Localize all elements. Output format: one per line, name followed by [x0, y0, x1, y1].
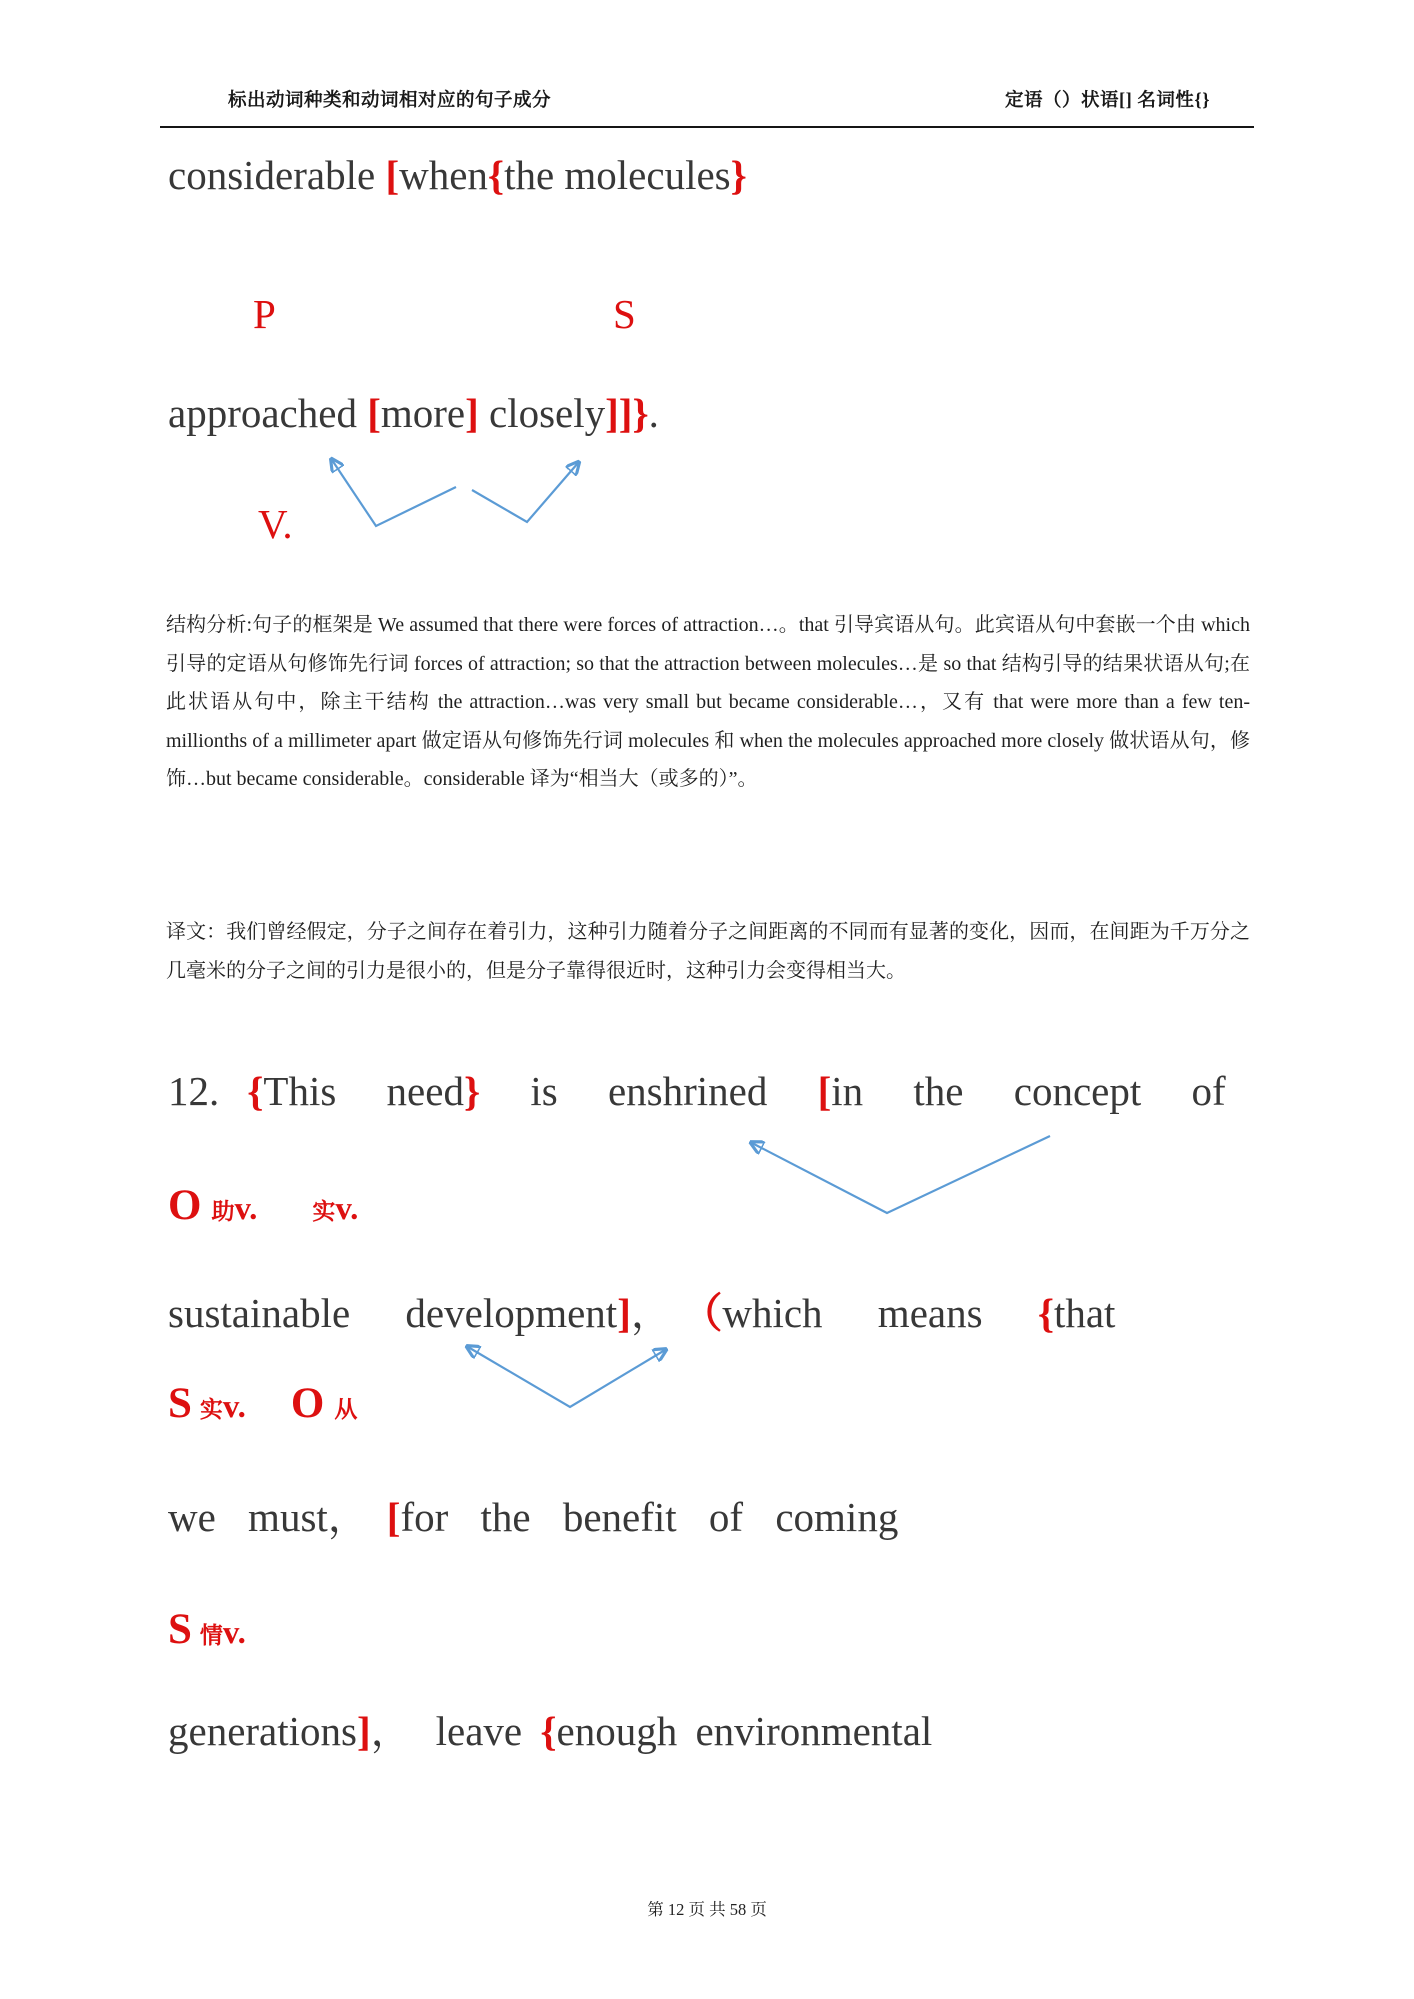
text-segment: ] — [356, 1708, 371, 1754]
text-segment: 从 — [334, 1397, 358, 1422]
sentence12-line3 — [168, 1494, 898, 1541]
header-legend: 定语（）状语[] 名词性{} — [1004, 91, 1210, 111]
label-predicate-p: P — [253, 291, 276, 337]
arrow-to-enshrined — [752, 1136, 1050, 1213]
annotation-row-subject-object — [168, 1380, 357, 1427]
text-segment: considerable — [168, 152, 386, 198]
sentence12-line2 — [168, 1290, 1115, 1337]
text-segment: sustainable development — [168, 1290, 618, 1336]
text-segment: v. — [222, 1615, 246, 1651]
text-segment: （ — [701, 1290, 723, 1336]
sentence12-line4 — [168, 1708, 932, 1755]
arrow-to-approached — [332, 460, 456, 526]
text-segment: { — [540, 1708, 557, 1754]
text-segment: } — [730, 152, 747, 198]
arrow-to-development — [468, 1347, 665, 1407]
page-number-footer: 第 12 页 共 58 页 — [647, 1900, 767, 1919]
sentence11-line1 — [168, 152, 747, 199]
text-segment: [ — [385, 152, 400, 198]
header-title: 标出动词种类和动词相对应的句子成分 — [228, 91, 552, 111]
text-segment: v. — [234, 1191, 258, 1227]
text-segment: that — [1053, 1290, 1116, 1336]
text-segment: enough environmental — [556, 1708, 933, 1754]
text-segment: 实 — [312, 1199, 336, 1224]
text-segment: 12. — [168, 1068, 220, 1114]
text-segment: 助 — [211, 1199, 235, 1224]
text-segment: generations — [168, 1708, 357, 1754]
text-segment: . — [648, 390, 659, 436]
label-verb-v: V. — [258, 501, 293, 547]
text-segment: for the benefit of coming — [400, 1494, 899, 1540]
text-segment: more — [380, 390, 466, 436]
text-segment: in the concept of — [831, 1068, 1226, 1114]
text-segment: ] — [465, 390, 479, 436]
text-segment: ， — [630, 1290, 672, 1336]
text-segment: closely — [478, 390, 606, 436]
text-segment: { — [1037, 1290, 1054, 1336]
text-segment: ] — [617, 1290, 631, 1336]
text-segment: O — [290, 1380, 325, 1427]
text-segment: is enshrined — [480, 1068, 818, 1114]
text-segment: { — [487, 152, 505, 198]
text-segment: ]]} — [605, 390, 649, 436]
text-segment: which means — [722, 1290, 1038, 1336]
text-segment: leave — [435, 1708, 541, 1754]
text-segment: { — [247, 1068, 264, 1114]
text-segment: [ — [817, 1068, 832, 1114]
text-segment: v. — [222, 1389, 246, 1425]
annotation-row-modal-verb — [168, 1606, 246, 1653]
sentence12-line1 — [168, 1068, 1226, 1115]
text-segment: [ — [367, 390, 381, 436]
sentence11-line2 — [168, 390, 659, 437]
translation-paragraph: 译文：我们曾经假定，分子之间存在着引力，这种引力随着分子之间距离的不同而有显著的变化，因而，在间距为千万分之几毫米的分子之间的引力是很小的，但是分子靠得很近时，这种引力会变得相当大。 — [166, 921, 1250, 982]
text-segment: S — [168, 1606, 192, 1653]
text-segment: ， — [370, 1708, 412, 1754]
text-segment: 实 — [199, 1397, 223, 1422]
text-segment: This need — [263, 1068, 464, 1114]
text-segment: approached — [168, 390, 368, 436]
text-segment: S — [168, 1380, 192, 1427]
annotation-row-object-verbs — [168, 1182, 358, 1229]
text-segment: } — [463, 1068, 481, 1114]
text-segment: 情 — [199, 1623, 223, 1648]
page-header — [160, 86, 1254, 128]
arrow-to-closely — [472, 463, 578, 522]
label-subject-s: S — [613, 291, 636, 337]
text-segment: v. — [335, 1191, 359, 1227]
text-segment: we must， — [168, 1494, 369, 1540]
text-segment: the molecules — [504, 152, 731, 198]
structure-analysis-paragraph: 结构分析:句子的框架是 We assumed that there were forces of attraction…。that 引导宾语从句。此宾语从句中套嵌一个由 which 引导的定语从句修饰先行词 forces of attraction; so that the attraction between molecules…是 so that 结构引导的结果状语从句;在此状语从句中，除主干结构 the attraction…was very small but became considerable…，又有 that were more than a few ten-millionths of a millimeter apart 做定语从句修饰先行词 molecules 和 when the molecules approached more closely 做状语从句，修饰…but became considerable。considerable 译为“相当大（或多的）”。 — [166, 614, 1250, 791]
text-segment: O — [168, 1182, 202, 1229]
text-segment: when — [399, 152, 488, 198]
text-segment: [ — [386, 1494, 401, 1540]
